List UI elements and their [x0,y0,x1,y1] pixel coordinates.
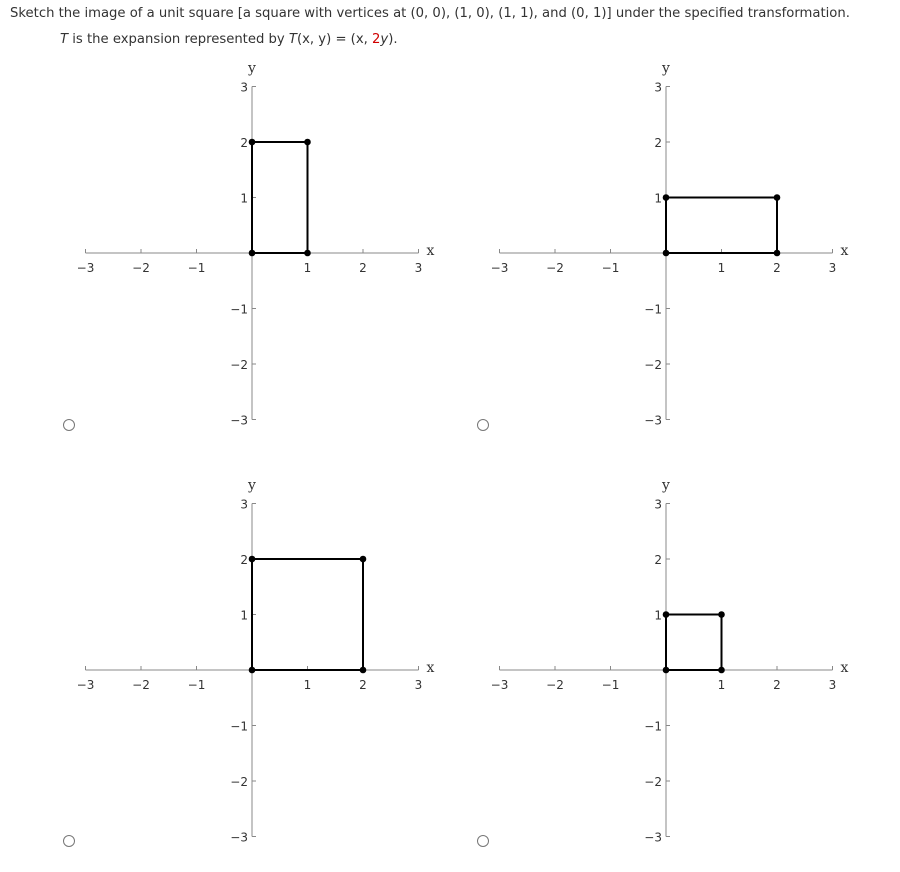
x-tick-label: 2 [359,678,367,692]
y-tick-label: −3 [644,830,662,845]
x-tick-label: 3 [414,261,423,275]
x-tick-label: −2 [132,678,150,692]
x-tick-label: −1 [601,678,620,692]
y-tick-label: −1 [644,302,662,317]
y-tick-label: −3 [644,413,662,428]
transform-symbol: T [60,32,69,47]
x-axis-title: x [840,243,849,259]
y-tick-label: 2 [240,553,248,567]
x-tick-label: 1 [717,678,726,692]
x-tick-label: 2 [773,261,781,275]
question-text: Sketch the image of a unit square [a square with vertices at (0, 0), (1, 0), (1, 1), and (0, 1)] under the specified transformation. [10,6,850,21]
x-tick-label: −3 [76,261,95,275]
x-tick-label: 3 [828,678,837,692]
y-tick-label: 2 [654,136,662,150]
x-tick-label: 2 [773,678,781,692]
radio-option-d[interactable] [477,835,489,847]
vertex-point [360,556,367,563]
vertex-point [249,250,256,257]
transform-args: (x, y) = (x, [296,32,373,47]
x-tick-label: −2 [132,261,150,275]
transform-closing: ). [388,32,398,47]
y-tick-label: −2 [644,358,662,372]
x-tick-label: −1 [187,678,206,692]
y-tick-label: −2 [230,358,248,372]
graph-b [491,61,849,428]
y-tick-label: 1 [654,191,662,206]
x-tick-label: −2 [546,678,564,692]
y-axis-title: y [662,60,670,77]
y-tick-label: −1 [230,719,248,734]
y-axis-title: y [662,477,670,494]
transform-y: y [380,32,389,47]
y-tick-label: 3 [654,497,662,512]
y-tick-label: 1 [240,191,248,206]
y-tick-label: 3 [654,80,662,95]
y-tick-label: −3 [230,413,248,428]
vertex-point [663,667,670,674]
graph-c [77,478,435,845]
graph-a [77,61,435,428]
vertex-point [663,194,670,201]
x-axis-title: x [840,660,849,676]
y-tick-label: −1 [230,302,248,317]
x-tick-label: −3 [490,678,509,692]
x-tick-label: 3 [414,678,423,692]
y-tick-label: 2 [654,553,662,567]
vertex-point [774,194,781,201]
x-tick-label: −1 [601,261,620,275]
vertex-point [663,611,670,618]
radio-option-c[interactable] [63,835,75,847]
x-tick-label: 1 [303,261,312,275]
x-tick-label: −1 [187,261,206,275]
y-tick-label: 2 [240,136,248,150]
vertex-point [360,667,367,674]
y-tick-label: 3 [240,80,248,95]
y-axis-title: y [248,60,256,77]
vertex-point [663,250,670,257]
y-axis-title: y [248,477,256,494]
y-tick-label: −2 [644,775,662,789]
x-tick-label: 1 [303,678,312,692]
transform-func: T [288,32,297,47]
graph-d [491,478,849,845]
y-tick-label: −2 [230,775,248,789]
x-axis-title: x [426,243,435,259]
x-axis-title: x [426,660,435,676]
subline-prefix: is the expansion represented by [72,32,289,47]
x-tick-label: −3 [76,678,95,692]
vertex-point [249,139,256,146]
y-tick-label: 1 [654,608,662,623]
x-tick-label: 2 [359,261,367,275]
vertex-point [718,667,725,674]
x-tick-label: −3 [490,261,509,275]
transformed-square [666,198,777,254]
vertex-point [304,250,311,257]
vertex-point [774,250,781,257]
vertex-point [718,611,725,618]
y-tick-label: 1 [240,608,248,623]
radio-option-b[interactable] [477,419,489,431]
vertex-point [249,667,256,674]
transformed-square [252,559,363,670]
transformed-square [666,615,722,671]
radio-option-a[interactable] [63,419,75,431]
vertex-point [304,139,311,146]
y-tick-label: 3 [240,497,248,512]
transformed-square [252,142,308,253]
y-tick-label: −3 [230,830,248,845]
x-tick-label: −2 [546,261,564,275]
transform-highlight: 2 [372,32,381,47]
vertex-point [249,556,256,563]
y-tick-label: −1 [644,719,662,734]
x-tick-label: 1 [717,261,726,275]
x-tick-label: 3 [828,261,837,275]
